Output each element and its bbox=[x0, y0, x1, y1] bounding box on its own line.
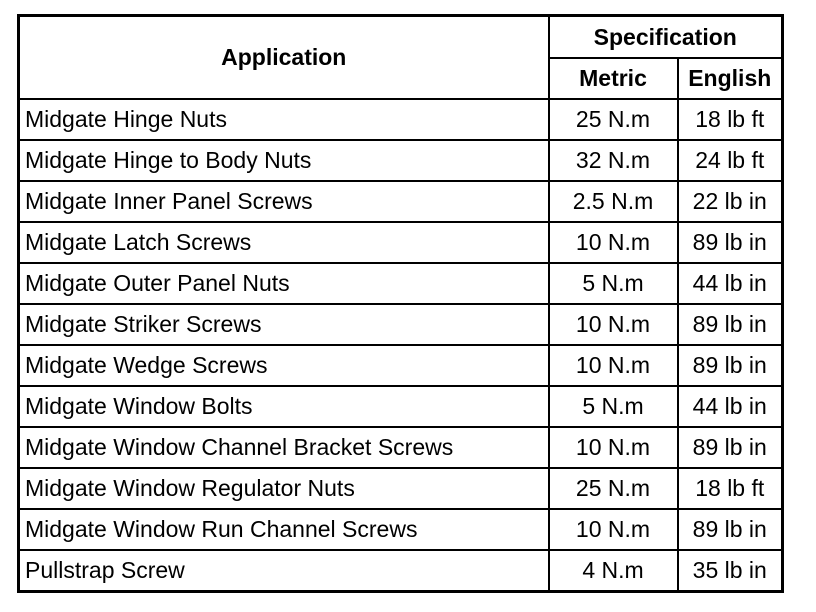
english-cell: 44 lb in bbox=[678, 386, 783, 427]
metric-cell: 10 N.m bbox=[549, 222, 678, 263]
metric-cell: 10 N.m bbox=[549, 509, 678, 550]
application-cell: Midgate Window Run Channel Screws bbox=[19, 509, 549, 550]
table-row bbox=[19, 468, 783, 509]
metric-cell: 5 N.m bbox=[549, 386, 678, 427]
application-cell: Midgate Window Bolts bbox=[19, 386, 549, 427]
table-row bbox=[19, 99, 783, 140]
table-row bbox=[19, 222, 783, 263]
application-column-header: Application bbox=[19, 16, 549, 100]
english-cell: 89 lb in bbox=[678, 509, 783, 550]
english-cell: 18 lb ft bbox=[678, 99, 783, 140]
english-cell: 89 lb in bbox=[678, 427, 783, 468]
application-cell: Midgate Hinge to Body Nuts bbox=[19, 140, 549, 181]
table-row bbox=[19, 386, 783, 427]
english-cell: 89 lb in bbox=[678, 222, 783, 263]
table-row bbox=[19, 550, 783, 592]
application-cell: Midgate Wedge Screws bbox=[19, 345, 549, 386]
table-row bbox=[19, 263, 783, 304]
table-row bbox=[19, 427, 783, 468]
application-cell: Midgate Striker Screws bbox=[19, 304, 549, 345]
english-cell: 35 lb in bbox=[678, 550, 783, 592]
metric-cell: 2.5 N.m bbox=[549, 181, 678, 222]
metric-cell: 5 N.m bbox=[549, 263, 678, 304]
table-body bbox=[19, 99, 783, 592]
application-cell: Midgate Inner Panel Screws bbox=[19, 181, 549, 222]
metric-cell: 32 N.m bbox=[549, 140, 678, 181]
table-row bbox=[19, 304, 783, 345]
fastener-specification-table bbox=[17, 14, 784, 593]
application-cell: Midgate Window Regulator Nuts bbox=[19, 468, 549, 509]
english-cell: 89 lb in bbox=[678, 345, 783, 386]
application-cell: Midgate Outer Panel Nuts bbox=[19, 263, 549, 304]
english-cell: 18 lb ft bbox=[678, 468, 783, 509]
application-cell: Midgate Window Channel Bracket Screws bbox=[19, 427, 549, 468]
metric-cell: 10 N.m bbox=[549, 304, 678, 345]
header-row-top bbox=[19, 16, 783, 59]
english-cell: 44 lb in bbox=[678, 263, 783, 304]
english-column-header: English bbox=[678, 58, 783, 99]
english-cell: 22 lb in bbox=[678, 181, 783, 222]
table-header bbox=[19, 16, 783, 100]
table-row bbox=[19, 509, 783, 550]
table-row bbox=[19, 140, 783, 181]
application-cell: Midgate Hinge Nuts bbox=[19, 99, 549, 140]
metric-cell: 10 N.m bbox=[549, 427, 678, 468]
metric-cell: 25 N.m bbox=[549, 99, 678, 140]
metric-cell: 25 N.m bbox=[549, 468, 678, 509]
application-cell: Pullstrap Screw bbox=[19, 550, 549, 592]
specification-column-header: Specification bbox=[549, 16, 783, 59]
english-cell: 89 lb in bbox=[678, 304, 783, 345]
metric-cell: 4 N.m bbox=[549, 550, 678, 592]
table-row bbox=[19, 181, 783, 222]
table-row bbox=[19, 345, 783, 386]
english-cell: 24 lb ft bbox=[678, 140, 783, 181]
metric-cell: 10 N.m bbox=[549, 345, 678, 386]
application-cell: Midgate Latch Screws bbox=[19, 222, 549, 263]
metric-column-header: Metric bbox=[549, 58, 678, 99]
